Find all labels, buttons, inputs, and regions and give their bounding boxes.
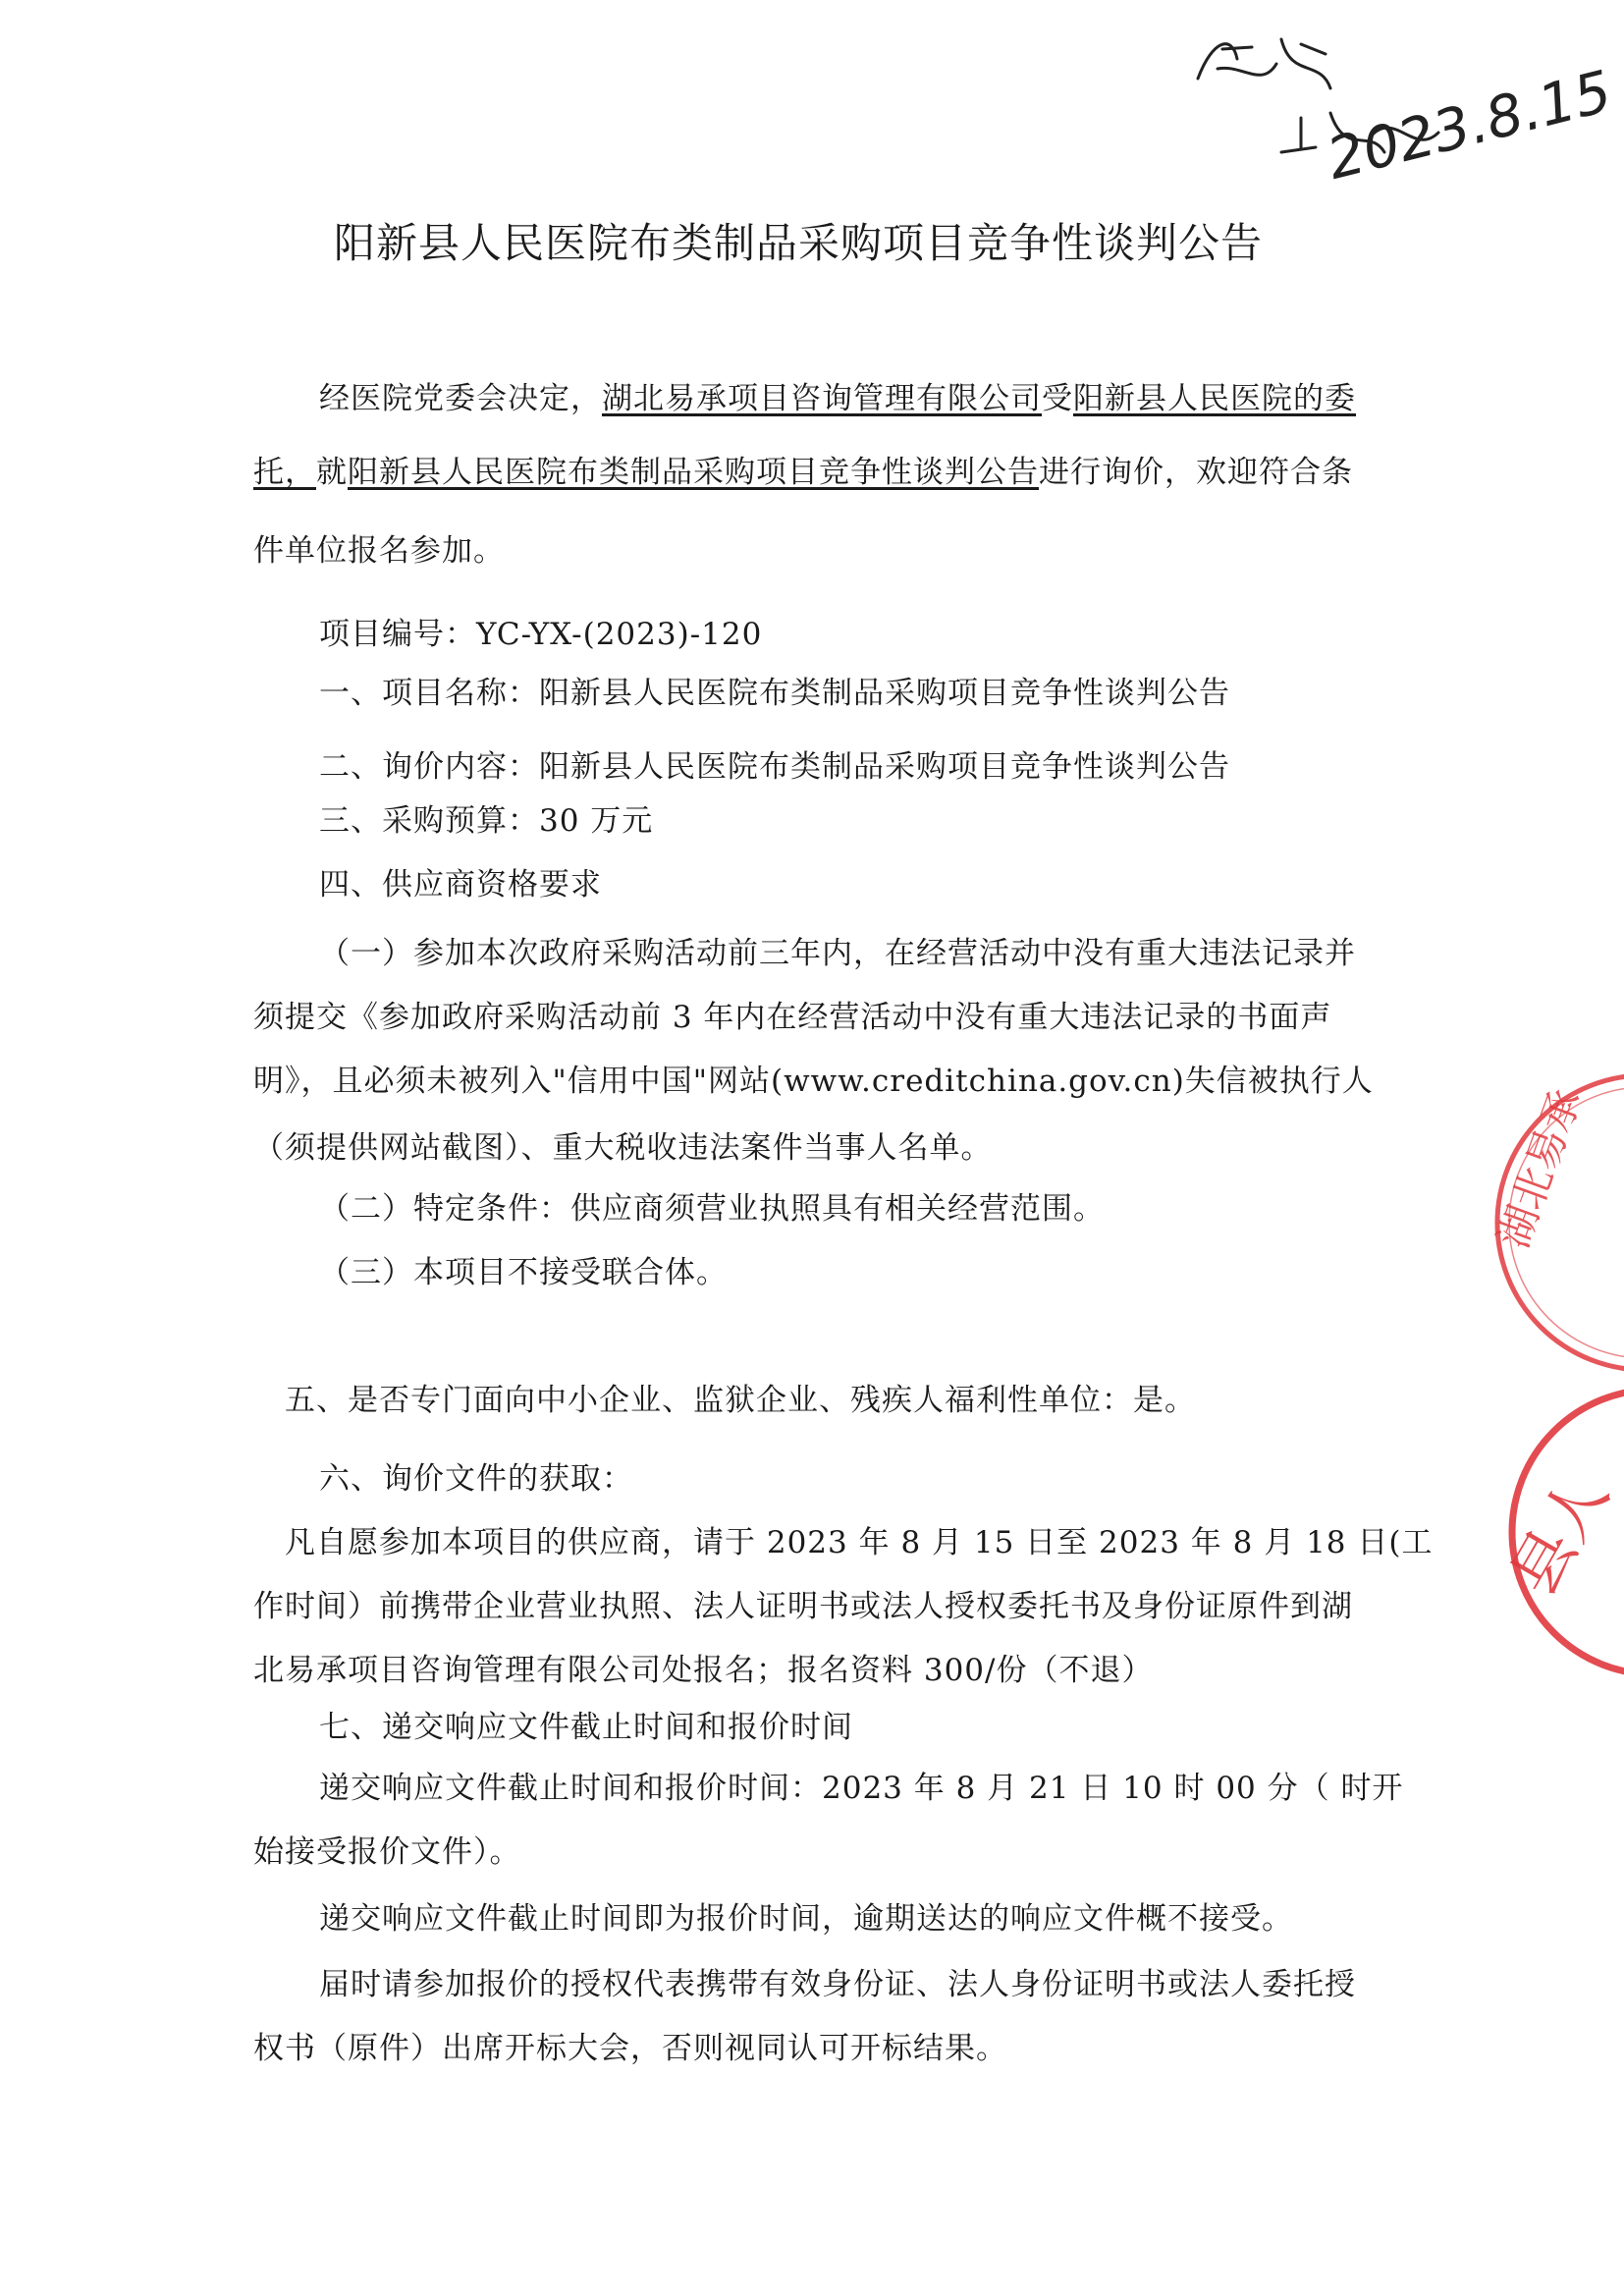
section-7-line-3: 递交响应文件截止时间即为报价时间，逾期送达的响应文件概不接受。 <box>319 1901 1293 1937</box>
handwritten-date: 2023.8.15 <box>1321 57 1618 192</box>
company-seal-icon <box>1473 1061 1624 1385</box>
svg-text:湖北易承: 湖北易承 <box>1489 1082 1592 1255</box>
client-name-cont: 托， <box>253 455 316 490</box>
section-4-1-line-1: （一）参加本次政府采购活动前三年内，在经营活动中没有重大违法记录并 <box>319 936 1356 971</box>
section-4: 四、供应商资格要求 <box>319 867 602 902</box>
section-4-1-line-3: 明》，且必须未被列入"信用中国"网站(www.creditchina.gov.cn)失信被执行人 <box>253 1064 1374 1099</box>
agent-name: 湖北易承项目咨询管理有限公司 <box>602 381 1042 416</box>
section-7-line-1: 递交响应文件截止时间和报价时间：2023 年 8 月 21 日 10 时 00 分（ 时开 <box>319 1771 1404 1806</box>
project-name: 阳新县人民医院布类制品采购项目竞争性谈判公告 <box>348 455 1039 490</box>
section-6: 六、询价文件的获取： <box>319 1461 633 1497</box>
section-1: 一、项目名称：阳新县人民医院布类制品采购项目竞争性谈判公告 <box>319 676 1230 711</box>
project-number: 项目编号：YC-YX-(2023)-120 <box>319 617 763 652</box>
section-7-line-5: 权书（原件）出席开标大会，否则视同认可开标结果。 <box>253 2031 1007 2066</box>
intro-line-1 <box>319 373 1356 417</box>
client-name: 阳新县人民医院的委 <box>1073 381 1356 416</box>
section-2: 二、询价内容：阳新县人民医院布类制品采购项目竞争性谈判公告 <box>319 749 1230 785</box>
intro-line-3: 件单位报名参加。 <box>253 533 505 569</box>
section-4-1-line-2: 须提交《参加政府采购活动前 3 年内在经营活动中没有重大违法记录的书面声 <box>253 1000 1332 1035</box>
section-3: 三、采购预算：30 万元 <box>319 803 654 839</box>
hospital-seal-icon <box>1492 1375 1624 1679</box>
section-7-line-4: 届时请参加报价的授权代表携带有效身份证、法人身份证明书或法人委托授 <box>319 1967 1356 2002</box>
section-5: 五、是否专门面向中小企业、监狱企业、残疾人福利性单位：是。 <box>285 1383 1196 1418</box>
svg-text:县人: 县人 <box>1497 1462 1624 1609</box>
intro-text: 经医院党委会决定， <box>319 381 602 416</box>
intro-text: 进行询价，欢迎符合条 <box>1039 455 1353 490</box>
section-4-1-line-4: （须提供网站截图）、重大税收违法案件当事人名单。 <box>253 1130 993 1166</box>
section-6-line-2: 作时间）前携带企业营业执照、法人证明书或法人授权委托书及身份证原件到湖 <box>253 1589 1353 1624</box>
section-4-2: （二）特定条件：供应商须营业执照具有相关经营范围。 <box>319 1191 1105 1227</box>
section-4-3: （三）本项目不接受联合体。 <box>319 1255 728 1290</box>
intro-text: 受 <box>1042 381 1073 416</box>
section-6-line-3: 北易承项目咨询管理有限公司处报名；报名资料 300/份（不退） <box>253 1653 1154 1688</box>
section-7: 七、递交响应文件截止时间和报价时间 <box>319 1710 853 1745</box>
handwritten-signature <box>1183 20 1350 103</box>
intro-text: 就 <box>316 455 348 490</box>
section-6-line-1: 凡自愿参加本项目的供应商，请于 2023 年 8 月 15 日至 2023 年 8 月 18 日(工 <box>285 1525 1434 1560</box>
section-7-line-2: 始接受报价文件）。 <box>253 1834 521 1870</box>
intro-line-2 <box>253 447 1353 491</box>
page-title: 阳新县人民医院布类制品采购项目竞争性谈判公告 <box>334 219 1264 267</box>
